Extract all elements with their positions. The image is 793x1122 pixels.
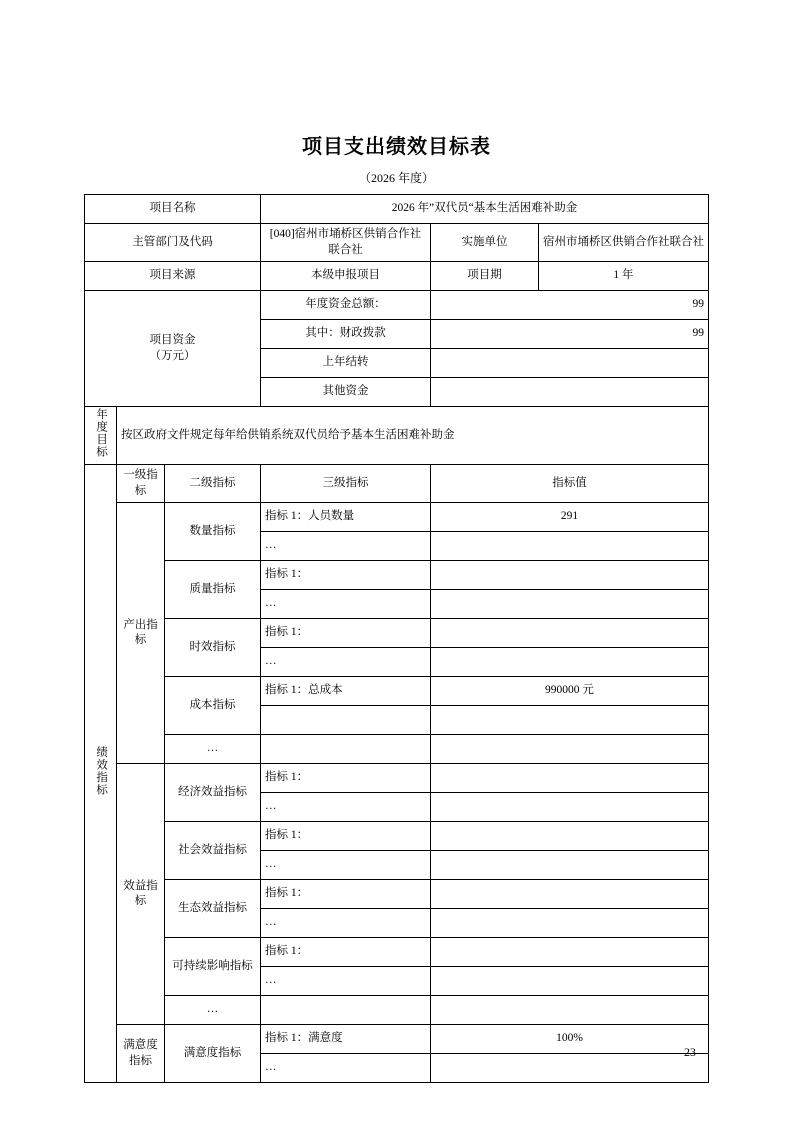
level3-label: … [260, 648, 430, 677]
level3-label [260, 735, 430, 764]
fund-item-name: 其中：财政拨款 [260, 320, 430, 349]
indicator-value [430, 735, 708, 764]
level2-ecological: 生态效益指标 [164, 880, 260, 938]
level3-label: … [260, 590, 430, 619]
indicator-value [430, 590, 708, 619]
label-project-name: 项目名称 [84, 195, 260, 224]
label-project-funds [84, 291, 260, 407]
level1-benefit [116, 764, 164, 1025]
header-level2: 二级指标 [164, 465, 260, 503]
level2-quantity: 数量指标 [164, 503, 260, 561]
level2-quality: 质量指标 [164, 561, 260, 619]
table-row-source [84, 262, 708, 291]
level3-label: 指标 1：人员数量 [260, 503, 430, 532]
level2-more: … [164, 735, 260, 764]
level3-label: … [260, 532, 430, 561]
level3-label: … [260, 967, 430, 996]
level3-label: … [260, 1054, 430, 1083]
table-row-indicator [84, 996, 708, 1025]
indicator-value [430, 996, 708, 1025]
label-source: 项目来源 [84, 262, 260, 291]
indicator-value [430, 909, 708, 938]
level3-label: … [260, 851, 430, 880]
fund-item-value [430, 349, 708, 378]
level1-output-text: 产出指标 [123, 618, 158, 647]
level1-satisfaction: 满意度指标 [116, 1025, 164, 1083]
level2-more: … [164, 996, 260, 1025]
label-performance-indicator [84, 465, 116, 1083]
value-department: [040]宿州市埇桥区供销合作社联合社 [260, 224, 430, 262]
indicator-value: 100% [430, 1025, 708, 1054]
table-row-department [84, 224, 708, 262]
fund-item-value: 99 [430, 291, 708, 320]
value-source: 本级申报项目 [260, 262, 430, 291]
level3-label: 指标 1： [260, 938, 430, 967]
level2-satisfaction: 满意度指标 [164, 1025, 260, 1083]
table-row-indicator [84, 677, 708, 706]
level3-label: 指标 1：满意度 [260, 1025, 430, 1054]
table-row-fund-1 [84, 291, 708, 320]
table-row-indicator [84, 822, 708, 851]
table-row-indicator [84, 764, 708, 793]
table-row-indicator [84, 735, 708, 764]
indicator-value [430, 619, 708, 648]
fund-item-name: 其他资金 [260, 378, 430, 407]
level3-label: … [260, 909, 430, 938]
fund-item-value: 99 [430, 320, 708, 349]
indicator-value [430, 706, 708, 735]
value-unit: 宿州市埇桥区供销合作社联合社 [538, 224, 708, 262]
level3-label [260, 996, 430, 1025]
label-annual-goal-text: 年度目标 [95, 407, 108, 458]
level1-benefit-text: 效益指标 [123, 879, 158, 908]
indicator-value [430, 532, 708, 561]
level2-timeliness: 时效指标 [164, 619, 260, 677]
level3-label: 指标 1： [260, 561, 430, 590]
indicator-value [430, 967, 708, 996]
label-period: 项目期 [430, 262, 538, 291]
level3-label: … [260, 793, 430, 822]
level2-cost: 成本指标 [164, 677, 260, 735]
table-row-indicator [84, 619, 708, 648]
level2-social: 社会效益指标 [164, 822, 260, 880]
level2-economic: 经济效益指标 [164, 764, 260, 822]
level3-label: 指标 1： [260, 764, 430, 793]
indicator-value: 291 [430, 503, 708, 532]
level1-output [116, 503, 164, 764]
header-level3: 三级指标 [260, 465, 430, 503]
indicator-value [430, 561, 708, 590]
label-performance-indicator-text: 绩效指标 [95, 745, 108, 796]
table-row-indicator [84, 503, 708, 532]
value-annual-goal: 按区政府文件规定每年给供销系统双代员给予基本生活困难补助金 [116, 407, 708, 465]
label-department [84, 224, 260, 262]
label-annual-goal [84, 407, 116, 465]
performance-target-table [84, 194, 709, 1083]
table-row-annual-goal [84, 407, 708, 465]
fund-item-value [430, 378, 708, 407]
indicator-value: 990000 元 [430, 677, 708, 706]
indicator-value [430, 851, 708, 880]
indicator-value [430, 793, 708, 822]
indicator-value [430, 822, 708, 851]
indicator-value [430, 648, 708, 677]
value-project-name: 2026 年”双代员“基本生活困难补助金 [260, 195, 708, 224]
table-row-indicator-header [84, 465, 708, 503]
level3-label [260, 706, 430, 735]
table-row-project-name [84, 195, 708, 224]
level2-sustainable: 可持续影响指标 [164, 938, 260, 996]
level3-label: 指标 1：总成本 [260, 677, 430, 706]
label-project-funds-line2: （万元） [149, 349, 196, 362]
header-value: 指标值 [430, 465, 708, 503]
indicator-value [430, 880, 708, 909]
label-unit: 实施单位 [430, 224, 538, 262]
label-department-text: 主管部门及代码 [132, 235, 213, 248]
indicator-value [430, 1054, 708, 1083]
table-row-indicator [84, 938, 708, 967]
fund-item-name: 年度资金总额： [260, 291, 430, 320]
page-number: – 23 – [675, 1045, 705, 1059]
value-period: 1 年 [538, 262, 708, 291]
fund-item-name: 上年结转 [260, 349, 430, 378]
level3-label: 指标 1： [260, 619, 430, 648]
label-project-funds-line1: 项目资金 [149, 334, 196, 347]
indicator-value [430, 938, 708, 967]
table-row-indicator [84, 880, 708, 909]
indicator-value [430, 764, 708, 793]
page-subtitle: （2026 年度） [358, 171, 434, 185]
table-row-indicator [84, 1025, 708, 1054]
table-row-indicator [84, 561, 708, 590]
level3-label: 指标 1： [260, 880, 430, 909]
page-title: 项目支出绩效目标表 [302, 136, 491, 158]
header-level1: 一级指标 [116, 465, 164, 503]
level3-label: 指标 1： [260, 822, 430, 851]
